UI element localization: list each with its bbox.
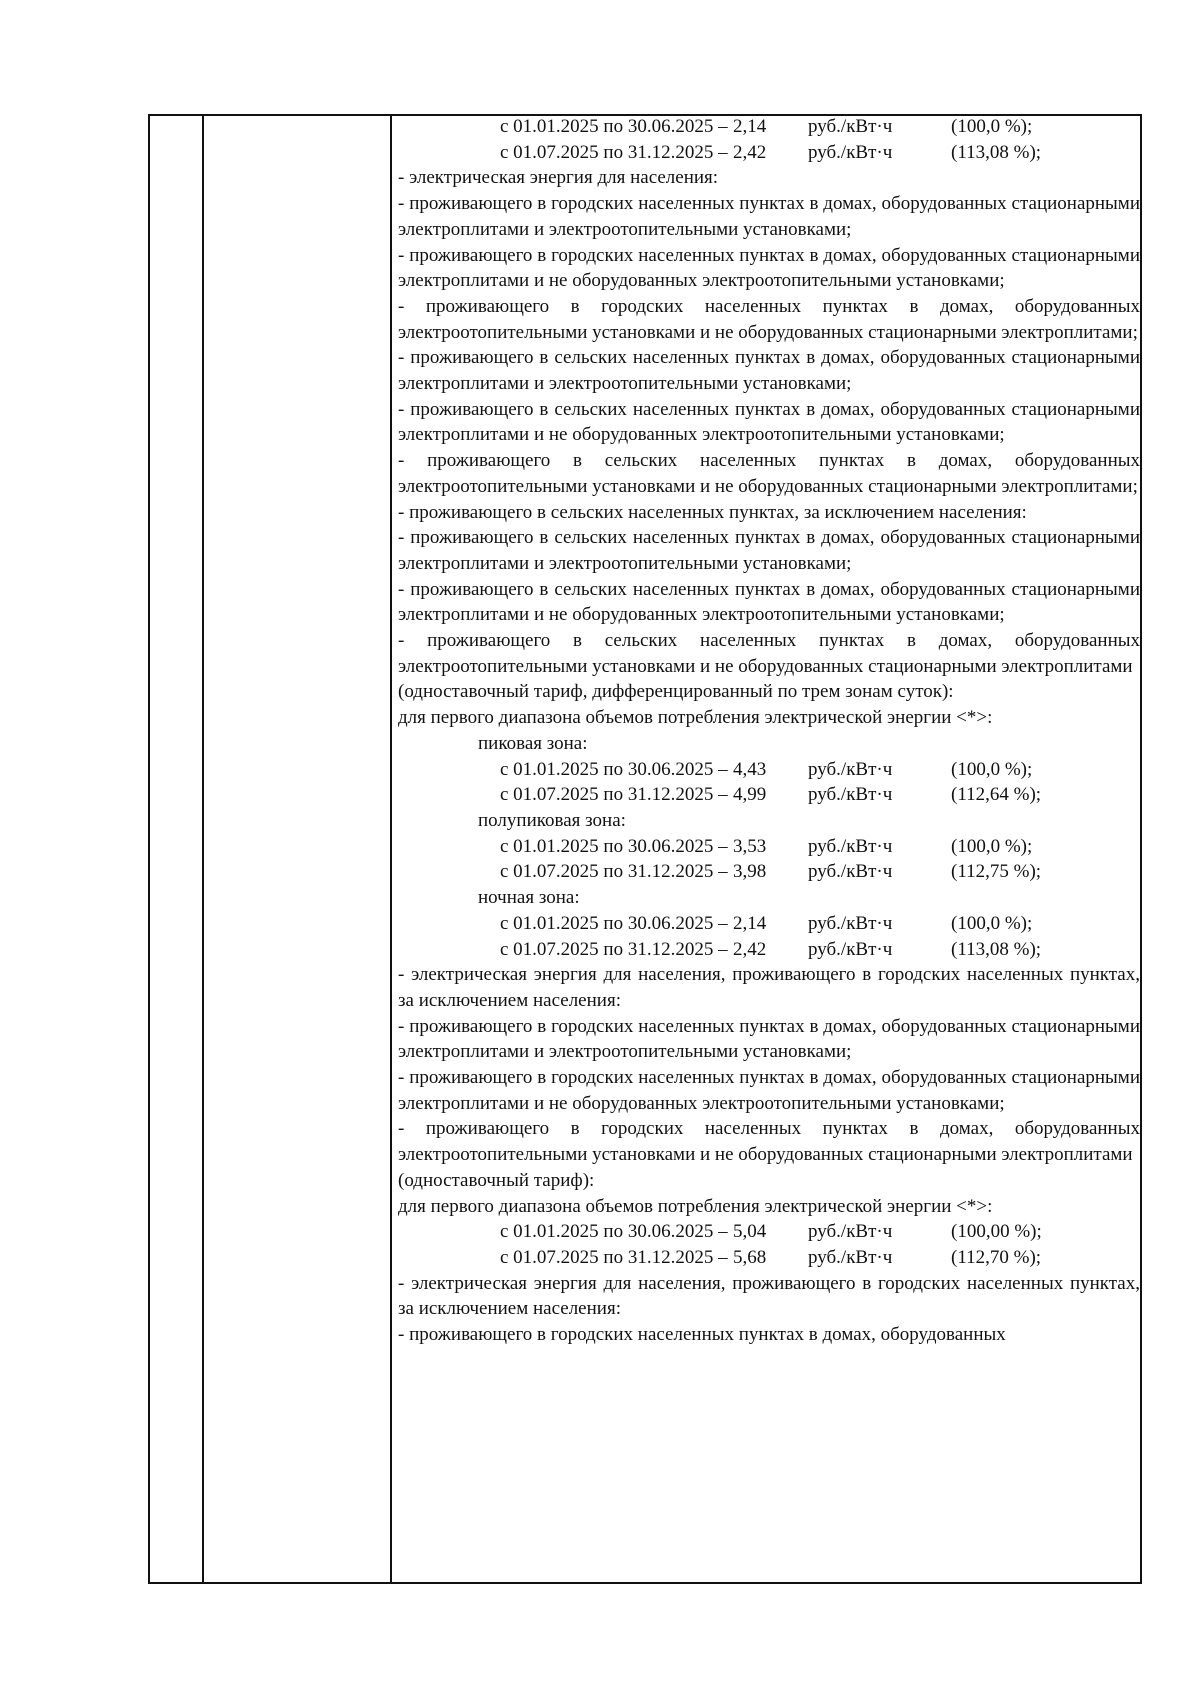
- rate-period: с 01.07.2025 по 31.12.2025 –: [500, 141, 728, 163]
- rate-percent: (100,0 %);: [951, 835, 1033, 857]
- rate-period: с 01.07.2025 по 31.12.2025 –: [500, 938, 728, 960]
- rate-value: 2,42: [733, 141, 767, 163]
- rate-value: 5,04: [733, 1221, 767, 1243]
- rate-value: 5,68: [733, 1246, 767, 1268]
- column-divider-1: [202, 116, 204, 1582]
- rate-unit: руб./кВт·ч: [808, 116, 893, 137]
- rate-value: 4,43: [733, 758, 767, 780]
- text-paragraph: - электрическая энергия для населения, проживающего в городских населенных пунктах, за исключением населения:: [398, 964, 1140, 1011]
- text-paragraph: для первого диапазона объемов потребления электрической энергии <*>:: [398, 1195, 993, 1217]
- rate-period: с 01.01.2025 по 30.06.2025 –: [500, 912, 728, 934]
- rate-value: 2,42: [733, 938, 767, 960]
- rate-unit: руб./кВт·ч: [808, 758, 893, 780]
- tariff-rate-row: [398, 859, 1140, 885]
- rate-percent: (100,0 %);: [951, 912, 1033, 934]
- rate-period: с 01.01.2025 по 30.06.2025 –: [500, 1221, 728, 1243]
- rate-period: с 01.07.2025 по 31.12.2025 –: [500, 861, 728, 883]
- zone-heading: пиковая зона:: [478, 732, 588, 754]
- text-paragraph: - проживающего в сельских населенных пунктах в домах, оборудованных электроотопительными установками и не оборудованных стационарными электроплитами;: [398, 450, 1140, 497]
- rate-value: 2,14: [733, 116, 767, 137]
- tariff-rate-row: [398, 1245, 1140, 1271]
- text-paragraph: - проживающего в городских населенных пунктах в домах, оборудованных стационарными электроплитами и не оборудованных электроотопительными установками;: [398, 244, 1140, 292]
- tariff-rate-row: [398, 140, 1140, 166]
- column-divider-2: [390, 116, 392, 1582]
- rate-unit: руб./кВт·ч: [808, 1221, 893, 1243]
- tariff-rate-row: [398, 782, 1140, 808]
- rate-percent: (112,75 %);: [951, 861, 1042, 883]
- rate-period: с 01.07.2025 по 31.12.2025 –: [500, 784, 728, 806]
- text-paragraph: - проживающего в сельских населенных пунктах в домах, оборудованных стационарными электроплитами и не оборудованных электроотопительными установками;: [398, 398, 1140, 446]
- text-paragraph: - проживающего в сельских населенных пунктах в домах, оборудованных стационарными электроплитами и электроотопительными установками;: [398, 527, 1140, 574]
- text-paragraph: - проживающего в городских населенных пунктах в домах, оборудованных стационарными электроплитами и электроотопительными установками;: [398, 193, 1140, 240]
- text-paragraph: (одноставочный тариф):: [398, 1169, 595, 1191]
- text-paragraph: - проживающего в сельских населенных пунктах в домах, оборудованных стационарными электроплитами и электроотопительными установками;: [398, 347, 1140, 395]
- rate-value: 3,53: [733, 835, 767, 857]
- rate-unit: руб./кВт·ч: [808, 784, 893, 806]
- rate-percent: (113,08 %);: [951, 141, 1042, 163]
- text-paragraph: для первого диапазона объемов потребления электрической энергии <*>:: [398, 707, 993, 729]
- text-paragraph: - проживающего в городских населенных пунктах в домах, оборудованных электроотопительными установками и не оборудованных стационарными электроплитами: [398, 1118, 1140, 1166]
- tariff-rate-row: [398, 911, 1140, 937]
- tariff-rate-row: [398, 1219, 1140, 1245]
- rate-period: с 01.01.2025 по 30.06.2025 –: [500, 835, 728, 857]
- text-paragraph: - электрическая энергия для населения:: [398, 167, 719, 189]
- text-paragraph: - проживающего в сельских населенных пунктах, за исключением населения:: [398, 501, 1027, 523]
- tariff-rate-row: [398, 834, 1140, 860]
- rate-percent: (100,00 %);: [951, 1221, 1042, 1243]
- rate-percent: (112,64 %);: [951, 784, 1042, 806]
- text-paragraph: - проживающего в городских населенных пунктах в домах, оборудованных: [398, 1324, 1006, 1346]
- rate-percent: (100,0 %);: [951, 758, 1033, 780]
- text-paragraph: (одноставочный тариф, дифференцированный по трем зонам суток):: [398, 681, 954, 703]
- rate-percent: (100,0 %);: [951, 116, 1033, 137]
- text-paragraph: - электрическая энергия для населения, проживающего в городских населенных пунктах, за исключением населения:: [398, 1272, 1140, 1320]
- rate-value: 3,98: [733, 861, 767, 883]
- text-paragraph: - проживающего в сельских населенных пунктах в домах, оборудованных стационарными электроплитами и не оборудованных электроотопительными установками;: [398, 578, 1140, 626]
- tariff-rate-row: [398, 937, 1140, 963]
- rate-unit: руб./кВт·ч: [808, 912, 893, 934]
- zone-heading: полупиковая зона:: [478, 809, 626, 831]
- text-paragraph: - проживающего в городских населенных пунктах в домах, оборудованных стационарными электроплитами и не оборудованных электроотопительными установками;: [398, 1067, 1140, 1114]
- tariff-rate-row: [398, 114, 1140, 140]
- rate-unit: руб./кВт·ч: [808, 835, 893, 857]
- rate-period: с 01.01.2025 по 30.06.2025 –: [500, 116, 728, 137]
- rate-unit: руб./кВт·ч: [808, 1246, 893, 1268]
- rate-unit: руб./кВт·ч: [808, 861, 893, 883]
- text-paragraph: - проживающего в городских населенных пунктах в домах, оборудованных электроотопительными установками и не оборудованных стационарными электроплитами;: [398, 295, 1140, 343]
- rate-period: с 01.01.2025 по 30.06.2025 –: [500, 758, 728, 780]
- tariff-text-cell: [398, 114, 1140, 1348]
- rate-period: с 01.07.2025 по 31.12.2025 –: [500, 1246, 728, 1268]
- tariff-rate-row: [398, 757, 1140, 783]
- rate-unit: руб./кВт·ч: [808, 141, 893, 163]
- text-paragraph: - проживающего в городских населенных пунктах в домах, оборудованных стационарными электроплитами и электроотопительными установками;: [398, 1015, 1140, 1063]
- rate-percent: (112,70 %);: [951, 1246, 1042, 1268]
- rate-value: 4,99: [733, 784, 767, 806]
- rate-unit: руб./кВт·ч: [808, 938, 893, 960]
- rate-percent: (113,08 %);: [951, 938, 1042, 960]
- text-paragraph: - проживающего в сельских населенных пунктах в домах, оборудованных электроотопительными установками и не оборудованных стационарными электроплитами: [398, 630, 1140, 677]
- rate-value: 2,14: [733, 912, 767, 934]
- zone-heading: ночная зона:: [478, 887, 580, 909]
